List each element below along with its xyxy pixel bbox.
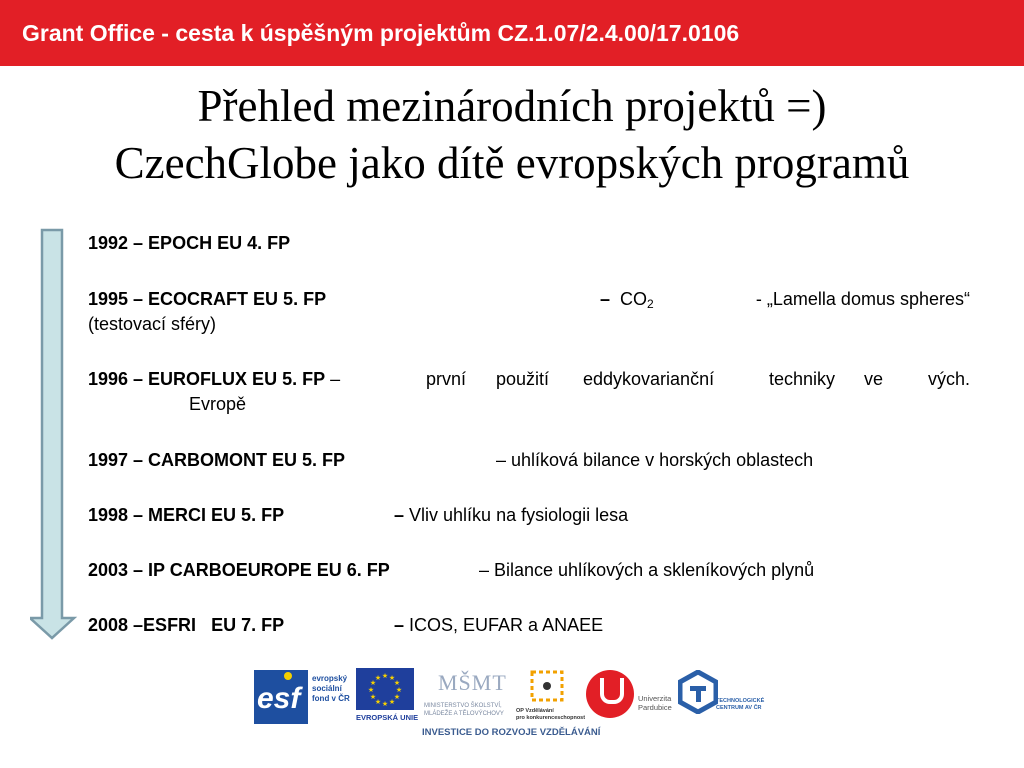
op-vk-logo: OP Vzdělávání pro konkurenceschopnost <box>516 668 578 728</box>
header-title: Grant Office - cesta k úspěšným projektům CZ.1.07/2.4.00/17.0106 <box>22 20 740 46</box>
esf-logo: esf evropský sociální fond v ČR <box>254 670 350 724</box>
entry-word: první <box>426 369 467 389</box>
title-line-2: CzechGlobe jako dítě evropských programů <box>114 138 910 188</box>
upce-logo: Univerzita Pardubice <box>584 668 674 728</box>
msmt-logo: MŠMT MINISTERSTVO ŠKOLSTVÍ, MLÁDEŽE A TĚLOVÝCHOVY <box>424 670 507 717</box>
svg-text:★: ★ <box>393 693 401 701</box>
entry-description: – Bilance uhlíkových a skleníkových plynů <box>474 560 815 580</box>
entry-1997 <box>88 448 970 473</box>
entry-description: – Vliv uhlíku na fysiologii lesa <box>394 505 629 525</box>
title-line-1: Přehled mezinárodních projektů =) <box>197 81 827 131</box>
svg-text:★: ★ <box>369 679 377 687</box>
svg-text:★: ★ <box>388 698 396 706</box>
footer-slogan: INVESTICE DO ROZVOJE VZDĚLÁVÁNÍ <box>422 727 601 738</box>
header-bar <box>0 0 1024 66</box>
entry-label: 2008 –ESFRI EU 7. FP <box>88 615 285 635</box>
svg-text:★: ★ <box>393 679 401 687</box>
svg-text:★: ★ <box>369 693 377 701</box>
entry-label-wrap: 1996 – EUROFLUX EU 5. FP – <box>88 369 341 389</box>
slide-title <box>0 78 1024 192</box>
eu-flag-logo: ★ ★ ★ ★ ★ ★ ★ ★ ★ ★ ★ ★ EVROPSKÁ UNIE <box>354 668 416 728</box>
entry-description: – $CO_2$ <box>600 289 654 311</box>
tc-logo: TECHNOLOGICKÉ CENTRUM AV ČR <box>678 670 764 730</box>
entry-1996 <box>88 367 970 417</box>
entry-label: 1998 – MERCI EU 5. FP <box>88 505 285 525</box>
entry-word: techniky <box>769 369 836 389</box>
svg-text:★: ★ <box>388 674 396 682</box>
entry-word: ve <box>864 369 884 389</box>
entry-description-line2: (testovací sféry) <box>88 314 217 334</box>
entry-description-rest: - „Lamella domus spheres“ <box>755 289 970 309</box>
entry-label: 1992 – EPOCH EU 4. FP <box>88 233 291 253</box>
entry-1995 <box>88 287 970 337</box>
entry-2003 <box>88 558 970 583</box>
svg-text:★: ★ <box>374 674 382 682</box>
entry-word: vých. <box>927 369 970 389</box>
entry-word: použití <box>496 369 550 389</box>
entry-label: 2003 – IP CARBOEUROPE EU 6. FP <box>88 560 390 580</box>
entry-2008 <box>88 613 970 638</box>
svg-text:★: ★ <box>367 686 375 694</box>
entry-word: eddykovarianční <box>583 369 715 389</box>
svg-text:★: ★ <box>381 672 389 680</box>
entry-label: 1997 – CARBOMONT EU 5. FP <box>88 450 346 470</box>
entry-description: – uhlíková bilance v horských oblastech <box>496 450 814 470</box>
timeline-arrow-icon <box>30 228 90 642</box>
svg-text:★: ★ <box>395 686 403 694</box>
entry-description-line2: Evropě <box>189 394 247 414</box>
svg-text:★: ★ <box>381 700 389 708</box>
entry-label: 1995 – ECOCRAFT EU 5. FP <box>88 289 327 309</box>
entry-1992 <box>88 231 970 256</box>
entry-description: – ICOS, EUFAR a ANAEE <box>394 615 604 635</box>
entry-1998 <box>88 503 970 528</box>
svg-text:★: ★ <box>374 698 382 706</box>
entry-label: 1996 – EUROFLUX EU 5. FP <box>88 369 326 389</box>
